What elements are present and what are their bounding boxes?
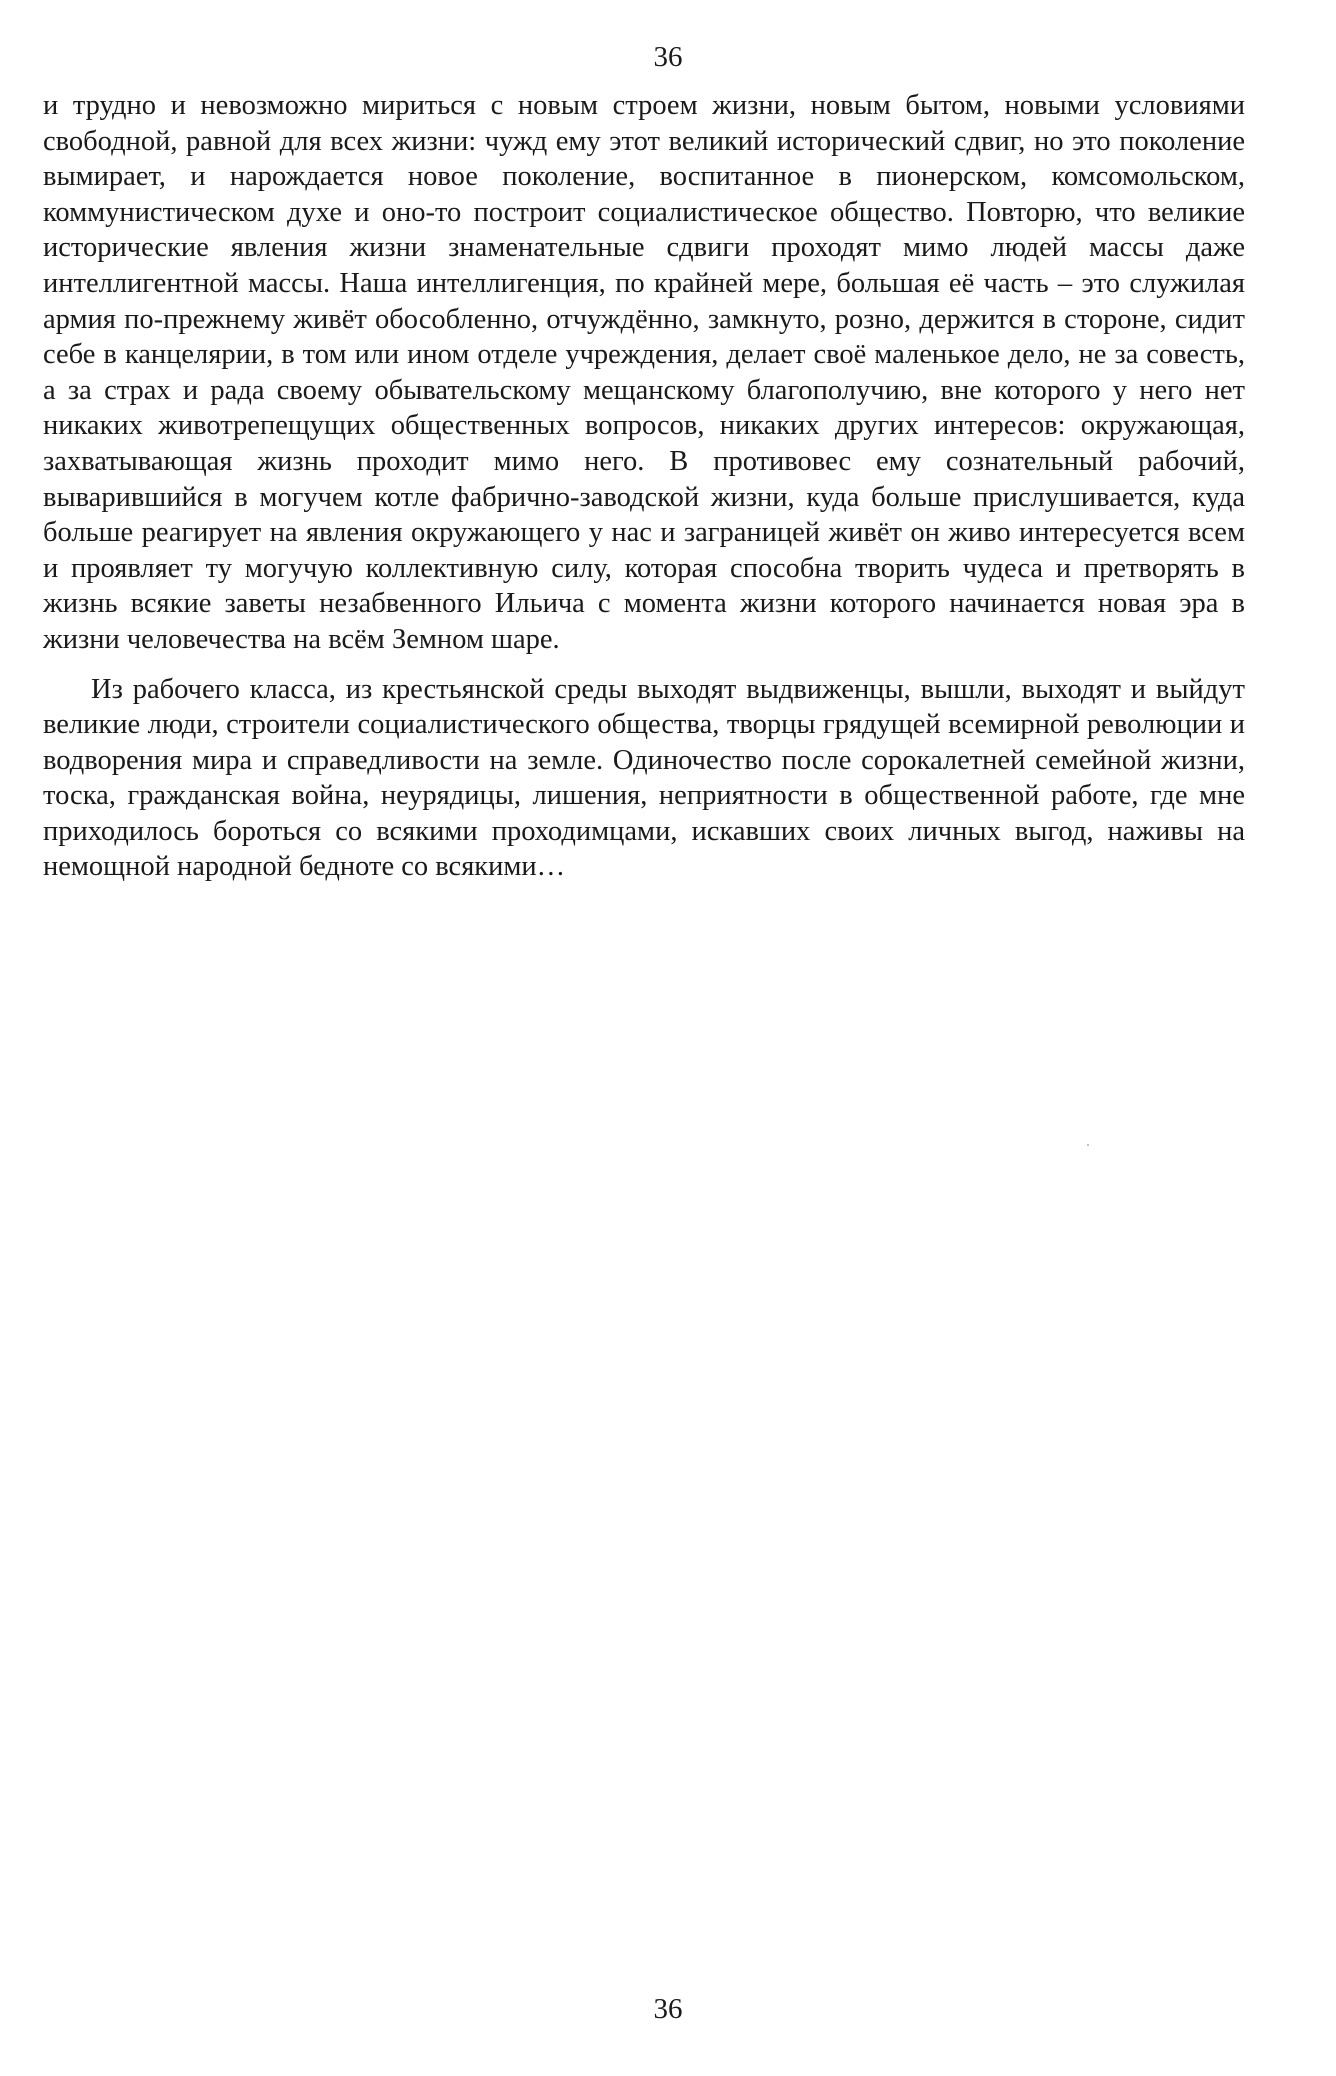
page-number-top: 36 xyxy=(653,41,683,73)
paragraph-continued: и трудно и невозможно мириться с новым строем жизни, новым бытом, новыми условиями свободной, равной для всех жизни: чужд ему этот великий исторический сдвиг, но это поколение вымирает, и нарождается новое поколение, воспитанное в пионерском, комсомольском, коммунистическом духе и оно-то построит социалистическое общество. Повторю, что великие исторические явления жизни знаменательные сдвиги проходят мимо людей массы даже интеллигентной массы. Наша интеллигенция, по крайней мере, большая её часть – это служилая армия по-прежнему живёт обособленно, отчуждённо, замкнуто, розно, держится в стороне, сидит себе в канцелярии, в том или ином отделе учреждения, делает своё маленькое дело, не за совесть, а за страх и рада своему обывательскому мещанскому благополучию, вне которого у него нет никаких животрепещущих общественных вопросов, никаких других интересов: окружающая, захватывающая жизнь проходит мимо него. В противовес ему сознательный рабочий, выварившийся в могучем котле фабрично-заводской жизни, куда больше прислушивается, куда больше реагирует на явления окружающего у нас и заграницей живёт он живо интересуется всем и проявляет ту могучую коллективную силу, которая способна творить чудеса и претворять в жизнь всякие заветы незабвенного Ильича с момента жизни которого начинается новая эра в жизни человечества на всём Земном шаре. xyxy=(43,90,1245,655)
page-number-bottom: 36 xyxy=(653,1993,683,2025)
scan-artifact-dot xyxy=(1087,1144,1089,1146)
document-body xyxy=(43,88,1245,885)
paragraph-new: Из рабочего класса, из крестьянской среды выходят выдвиженцы, вышли, выходят и выйдут великие люди, строители социалистического общества, творцы грядущей всемирной революции и водворения мира и справедливости на земле. Одиночество после сорокалетней семейной жизни, тоска, гражданская война, неурядицы, лишения, неприятности в общественной работе, где мне приходилось бороться со всякими проходимцами, искавших своих личных выгод, наживы на немощной народной бедноте со всякими… xyxy=(43,673,1245,883)
